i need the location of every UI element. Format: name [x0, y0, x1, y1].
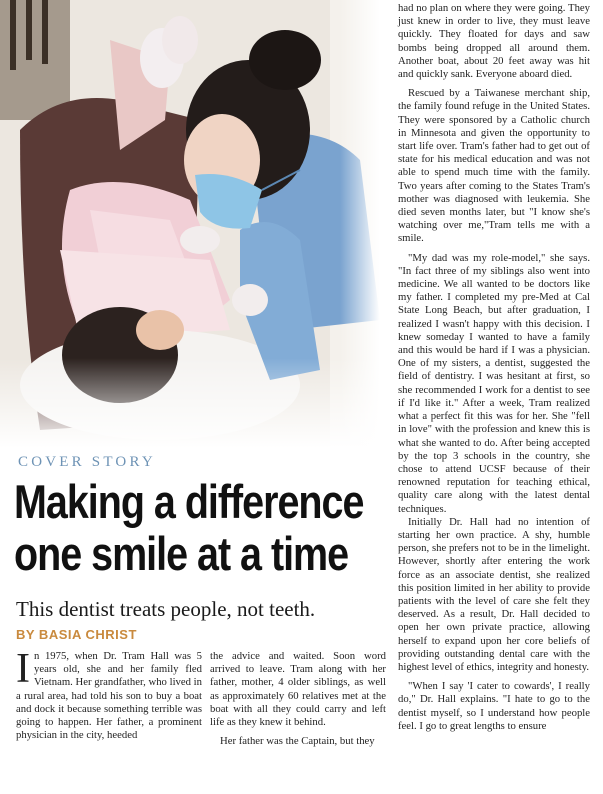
drop-cap: I	[16, 646, 30, 692]
paragraph: Rescued by a Taiwanese merchant ship, the family found refuge in the United States. They were sponsored by a Catholic church in Minnesota and given the opportunity to start life over. Tram's father had to get out of state for his medical education and was not able to spend much time with the family. Two years after coming to the States Tram's mother was diagnosed with leukemia. She died seven months later, but "I know she's watching over me,"Tram tells me with a smile.	[398, 87, 590, 245]
headline-line-2: one smile at a time	[14, 527, 349, 580]
paragraph-text: n 1975, when Dr. Tram Hall was 5 years old, she and her family fled Vietnam. Her grandfather, who lived in a rural area, had told his son to buy a boat and dock it because something terrible was going to happen. Her father, a prominent physician in the city, heeded	[16, 650, 202, 742]
paragraph: had no plan on where they were going. They just knew in order to live, they must leave quickly. They floated for days and saw bombs being dropped all around them. Another boat, about 20 feet away was hit and quickly sank. Everyone aboard died.	[398, 2, 590, 81]
paragraph: "When I say 'I cater to cowards', I really do," Dr. Hall explains. "I hate to go to the dentist myself, so I understand how people feel. I go to great lengths to ensure	[398, 680, 590, 732]
subheadline: This dentist treats people, not teeth.	[16, 597, 316, 621]
headline	[14, 475, 364, 580]
paragraph: Initially Dr. Hall had no intention of starting her own practice. A shy, humble person, she prefers not to be in the limelight. However, shortly after entering the work force as an associate dentist, she realized this position limited in her ability to provide patients with the level of care she felt they deserved. As a result, Dr. Hall decided to open her own private practice, allowing herself to expand upon her core beliefs of providing outstanding dental care with the highest level of ethics, integrity and honesty.	[398, 515, 590, 673]
paragraph: the advice and waited. Soon word arrived to leave. Tram along with her father, mother, 4 older siblings, as well as approximately 60 relatives met at the boat with all they could carry and left life as they knew it behind.	[210, 650, 386, 729]
article-column-2	[210, 650, 386, 748]
paragraph: "My dad was my role-model," she says. "In fact three of my siblings also went into medicine. We all wanted to be doctors like my father. I completed my pre-Med at Cal State Long Beach, but after graduation, I realized I wasn't happy with this decision. I knew someday I wanted to have a family and this would be hard if I was a physician. One of my sisters, a dentist, suggested the field of dentistry. I was hesitant at first, so she recommended I work for a dentist to see if I'd like it." After a week, Tram realized what a perfect fit this was for her. She "fell in love" with the profession and knew this is what she wanted to do. After being accepted by the top 3 schools in the country, she chose to attend UCSF because of their renowned reputation for teaching ethical, quality care along with the latest dental techniques.	[398, 251, 590, 515]
section-kicker: COVER STORY	[18, 454, 156, 470]
paragraph	[16, 646, 202, 742]
cover-photo	[0, 0, 380, 448]
article-column-3	[398, 2, 590, 733]
article-column-1	[16, 646, 202, 742]
headline-line-1: Making a difference	[14, 475, 364, 528]
byline: BY BASIA CHRIST	[16, 627, 137, 642]
paragraph: Her father was the Captain, but they	[220, 735, 375, 748]
